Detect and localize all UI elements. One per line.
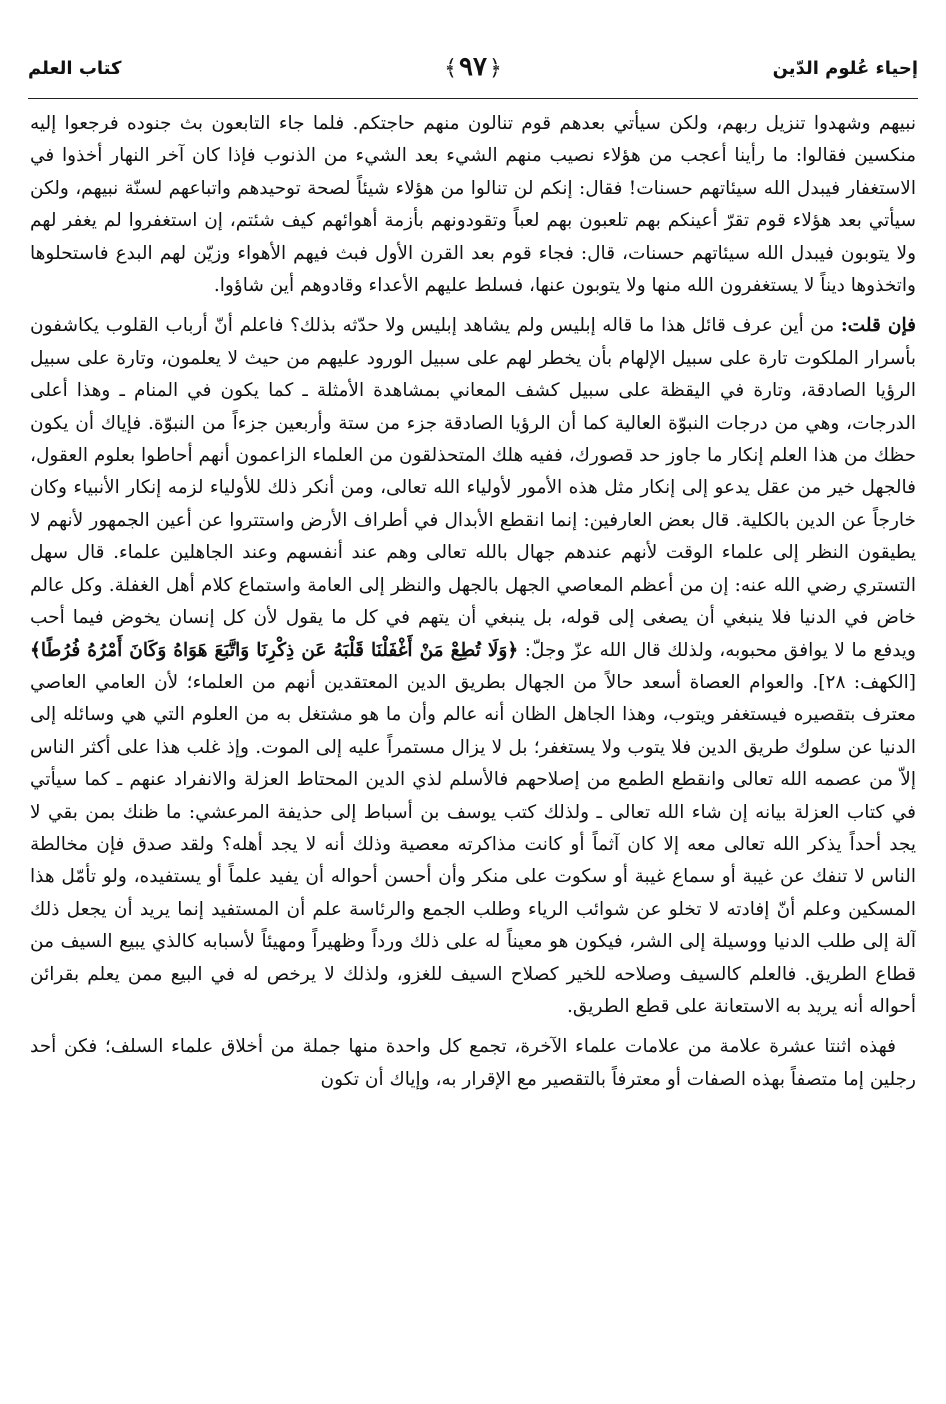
page-number: ٩٧ <box>459 52 487 82</box>
header-divider <box>28 98 918 99</box>
paragraph-1 <box>30 108 916 302</box>
page-header <box>28 52 918 98</box>
paragraph-1-text: نبيهم وشهدوا تنزيل ربهم، ولكن سيأتي بعدهم قوم تنالون منهم حاجتكم. فلما جاء التابعون بث جنوده فرجعوا إليه منكسين فقالوا: ما رأينا أعجب من هؤلاء نصيب منهم الشيء بعد الشيء من الذنوب فإذا كان آخر النهار أخذوا في الاستغفار فيبدل الله سيئاتهم حسنات! فقال: إنكم لن تنالوا من هؤلاء شيئاً لصحة توحيدهم واتباعهم لسنّة نبيهم، ولكن سيأتي بعد هؤلاء قوم تقرّ أعينكم بهم تلعبون بهم لعباً وتقودونهم بأزمة أهوائهم كيف شئتم، إن استغفروا لم يغفر لهم ولا يتوبون فيبدل الله سيئاتهم حسنات، قال: فجاء قوم بعد القرن الأول فبث فيهم الأهواء وزيّن لهم البدع فاستحلوها واتخذوها ديناً لا يستغفرون الله منها ولا يتوبون عنها، فسلط عليهم الأعداء وقادوهم أين شاؤوا. <box>30 113 916 297</box>
page-number-block <box>442 52 504 82</box>
quran-verse: ﴿وَلَا تُطِعْ مَنْ أَغْفَلْنَا قَلْبَهُ عَن ذِكْرِنَا وَاتَّبَعَ هَوَاهُ وَكَانَ أَمْرُهُ فُرُطًا﴾ <box>30 639 519 661</box>
paragraph-2 <box>30 310 916 1023</box>
chapter-title: كتاب العلم <box>28 58 122 79</box>
book-title: إحياء عُلوم الدّين <box>772 58 918 79</box>
paragraph-2-text: من أين عرف قائل هذا ما قاله إبليس ولم يشاهد إبليس ولا حدّثه بذلك؟ فاعلم أنّ أرباب القلوب يكاشفون بأسرار الملكوت تارة على سبيل الإلهام بأن يخطر لهم على سبيل الورود عليهم من حيث لا يعلمون، وتارة على سبيل الرؤيا الصادقة، وتارة في اليقظة على سبيل كشف المعاني بمشاهدة الأمثلة ـ كما يكون في المنام ـ وهذا أعلى الدرجات، وهي من درجات النبوّة العالية كما أن الرؤيا الصادقة جزء من ستة وأربعين جزءاً من النبوّة. فإياك أن يكون حظك من هذا العلم إنكار ما جاوز حد قصورك، ففيه هلك المتحذلقون من العلماء الزاعمون أنهم أحاطوا بعلوم العقول، فالجهل خير من عقل يدعو إلى إنكار مثل هذه الأمور لأولياء الله تعالى، ومن أنكر ذلك للأولياء لزمه إنكار الأنبياء وكان خارجاً عن الدين بالكلية. قال بعض العارفين: إنما انقطع الأبدال في أطراف الأرض واستتروا عن أعين الجمهور لأنهم لا يطيقون النظر إلى علماء الوقت لأنهم عندهم جهال بالله تعالى وهم عند أنفسهم وعند الجاهلين علماء. قال سهل التستري رضي الله عنه: إن من أعظم المعاصي الجهل بالجهل والنظر إلى العامة واستماع كلام أهل الغفلة. وكل عالم خاض في الدنيا فلا ينبغي أن يصغى إلى قوله، بل ينبغي أن يتهم في كل ما يقول لأن كل إنسان يخوض فيما أحب ويدفع ما لا يوافق محبوبه، ولذلك قال الله عزّ وجلّ: <box>30 315 916 661</box>
paragraph-2-lead: فإن قلت: <box>840 315 916 337</box>
right-bracket-ornament-icon: ﴾ <box>444 56 458 81</box>
left-bracket-ornament-icon: ﴿ <box>488 56 502 81</box>
paragraph-3 <box>30 1031 916 1096</box>
paragraph-2-text-cont: والعوام العصاة أسعد حالاً من الجهال بطريق الدين المعتقدين أنهم من العلماء؛ لأن العامي العاصي معترف بتقصيره فيستغفر ويتوب، وهذا الجاهل الظان أنه عالم وأن ما هو مشتغل به من العلوم التي هي وسائله إلى الدنيا عن سلوك طريق الدين فلا يتوب ولا يستغفر؛ بل لا يزال مستمراً عليه إلى الموت. وإذ غلب هذا على أكثر الناس إلاّ من عصمه الله تعالى وانقطع الطمع من إصلاحهم فالأسلم لذي الدين المحتاط العزلة والانفراد عنهم ـ كما سيأتي في كتاب العزلة بيانه إن شاء الله تعالى ـ ولذلك كتب يوسف بن أسباط إلى حذيفة المرعشي: ما ظنك بمن بقي لا يجد أحداً يذكر الله تعالى معه إلا كان آثماً أو كانت مذاكرته معصية وذلك أنه لا يجد أهله؟ ولقد صدق فإن مخالطة الناس لا تنفك عن غيبة أو سماع غيبة أو سكوت على منكر وأن أحسن أحواله أن يفيد علماً أو يستفيده، ولو تأمّل هذا المسكين وعلم أنّ إفادته لا تخلو عن شوائب الرياء وطلب الجمع والرئاسة علم أن المستفيد إنما يريد أن يجعل ذلك آلة إلى طلب الدنيا ووسيلة إلى الشر، فيكون هو معيناً له على ذلك ورداً وظهيراً ومهيئاً لأسبابه كالذي يبيع السيف من قطاع الطريق. فالعلم كالسيف وصلاحه للخير كصلاح السيف للغزو، ولذلك لا يرخص له في البيع ممن يعلم بقرائن أحواله أنه يريد به الاستعانة على قطع الطريق. <box>30 671 916 1017</box>
verse-citation: [الكهف: ٢٨]. <box>812 671 916 693</box>
page-body <box>30 108 916 1394</box>
paragraph-3-text: فهذه اثنتا عشرة علامة من علامات علماء الآخرة، تجمع كل واحدة منها جملة من أخلاق علماء السلف؛ فكن أحد رجلين إما متصفاً بهذه الصفات أو معترفاً بالتقصير مع الإقرار به، وإياك أن تكون <box>30 1036 916 1090</box>
